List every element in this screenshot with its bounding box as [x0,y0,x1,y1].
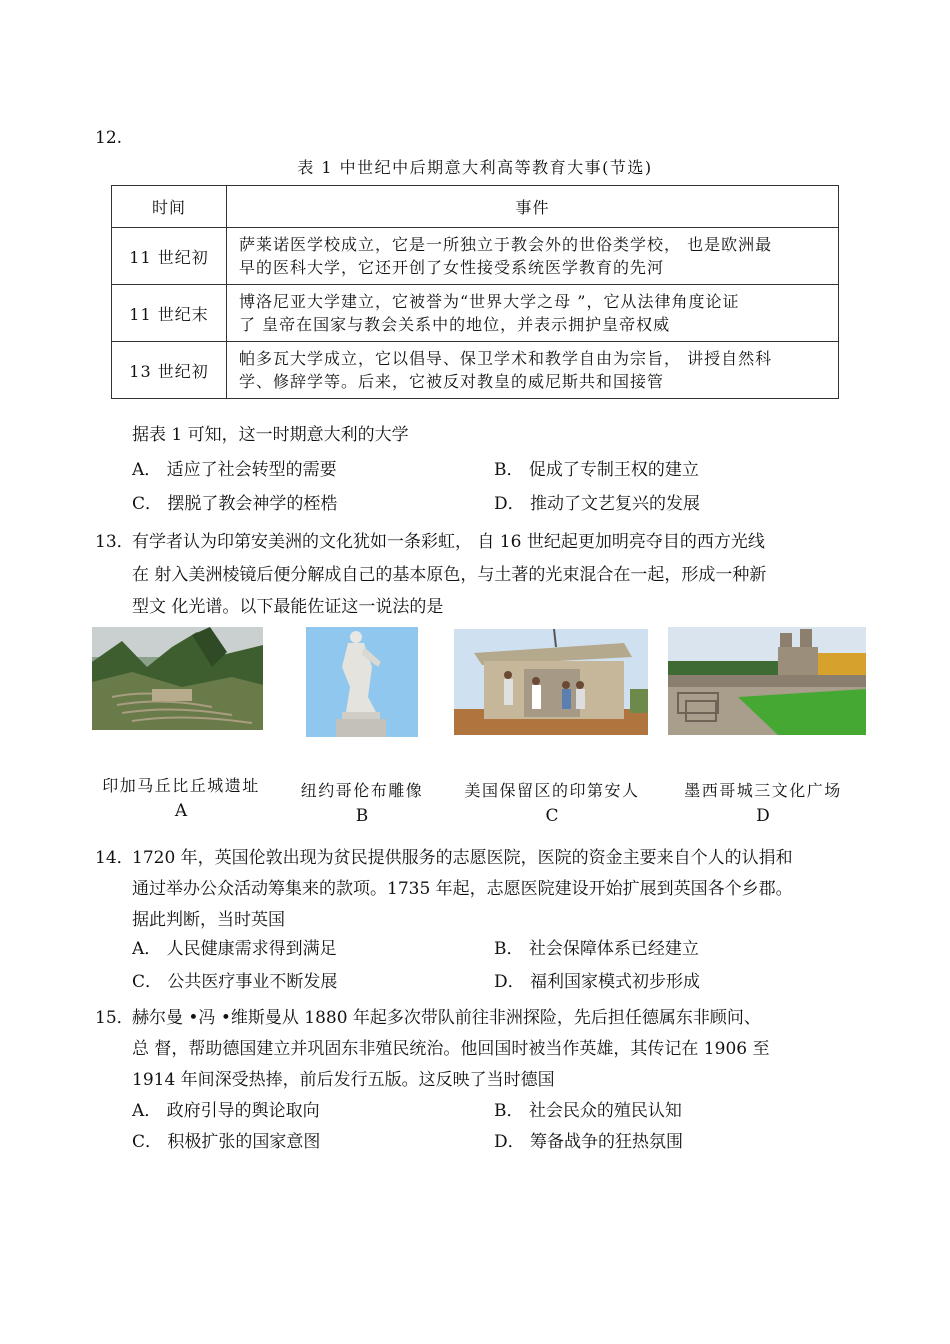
q15-text-line: 赫尔曼 •冯 •维斯曼从 1880 年起多次带队前往非洲探险，先后担任德属东非顾问、 [132,1008,761,1028]
reservation-image [454,629,648,735]
row-event [227,228,839,285]
row-time: 11 世纪初 [112,228,227,285]
row-event-line: 了 皇帝在国家与教会关系中的地位，并表示拥护皇帝权威 [239,315,671,334]
row-time: 11 世纪末 [112,285,227,342]
caption-a: 印加马丘比丘城遗址 [102,776,260,795]
row-event-line: 学、修辞学等。后来，它被反对教皇的威尼斯共和国接管 [239,372,665,391]
row-event-line: 萨莱诺医学校成立，它是一所独立于教会外的世俗类学校， 也是欧洲最 [239,235,773,254]
q14-text-line: 1720 年，英国伦敦出现为贫民提供服务的志愿医院，医院的资金主要来自个人的认捐和 [132,848,793,868]
q13-text-line: 有学者认为印第安美洲的文化犹如一条彩虹， 自 16 世纪起更加明亮夺目的西方光线 [132,532,765,552]
q14-text-line: 据此判断，当时英国 [132,910,285,930]
row-event-line: 帕多瓦大学成立，它以倡导、保卫学术和教学自由为宗旨， 讲授自然科 [239,349,773,368]
machu-picchu-image [92,627,263,730]
events-table [111,185,839,399]
q14-option-d[interactable]: D． 福利国家模式初步形成 [494,972,701,992]
row-event-line: 早的医科大学，它还开创了女性接受系统医学教育的先河 [239,258,665,277]
letter-a[interactable]: A [174,801,188,821]
q14-number: 14． [95,848,134,868]
caption-d: 墨西哥城三文化广场 [684,781,842,800]
q14-text-line: 通过举办公众活动筹集来的款项。1735 年起，志愿医院建设开始扩展到英国各个乡郡。 [132,879,793,899]
three-cultures-square-image [668,627,866,735]
q12-option-a[interactable]: A． 适应了社会转型的需要 [132,460,337,480]
q12-option-c[interactable]: C． 摆脱了教会神学的桎梏 [132,494,338,514]
q12-option-d[interactable]: D． 推动了文艺复兴的发展 [494,494,701,514]
table-row [112,342,839,399]
row-event [227,342,839,399]
caption-b: 纽约哥伦布雕像 [300,781,424,800]
q15-text-line: 1914 年间深受热捧，前后发行五版。这反映了当时德国 [132,1070,555,1090]
row-time: 13 世纪初 [112,342,227,399]
header-time: 时间 [112,186,227,228]
table-row [112,285,839,342]
caption-c: 美国保留区的印第安人 [464,781,640,800]
row-event-line: 博洛尼亚大学建立，它被誉为“世界大学之母 ”，它从法律角度论证 [239,292,740,311]
q14-option-a[interactable]: A． 人民健康需求得到满足 [132,939,337,959]
q15-option-d[interactable]: D． 筹备战争的狂热氛围 [494,1132,684,1152]
q12-number: 12. [95,128,123,148]
q15-option-c[interactable]: C． 积极扩张的国家意图 [132,1132,321,1152]
table-header-row [112,186,839,228]
q12-stem: 据表 1 可知，这一时期意大利的大学 [132,425,409,445]
q15-option-b[interactable]: B． 社会民众的殖民认知 [494,1101,682,1121]
q14-option-b[interactable]: B． 社会保障体系已经建立 [494,939,699,959]
columbus-statue-image [306,627,418,737]
table-caption: 表 1 中世纪中后期意大利高等教育大事(节选) [297,158,653,177]
q15-option-a[interactable]: A． 政府引导的舆论取向 [132,1101,320,1121]
q12-option-b[interactable]: B． 促成了专制王权的建立 [494,460,699,480]
q15-text-line: 总 督，帮助德国建立并巩固东非殖民统治。他回国时被当作英雄，其传记在 1906 至 [132,1039,770,1059]
q13-number: 13． [95,532,134,552]
q14-option-c[interactable]: C． 公共医疗事业不断发展 [132,972,338,992]
q15-number: 15． [95,1008,134,1028]
q13-text-line: 型文 化光谱。以下最能佐证这一说法的是 [132,597,444,617]
letter-d[interactable]: D [756,806,770,826]
letter-c[interactable]: C [545,806,559,826]
table-row [112,228,839,285]
header-event: 事件 [227,186,839,228]
q13-text-line: 在 射入美洲棱镜后便分解成自己的基本原色，与土著的光束混合在一起，形成一种新 [132,565,767,585]
row-event [227,285,839,342]
letter-b[interactable]: B [355,806,369,826]
